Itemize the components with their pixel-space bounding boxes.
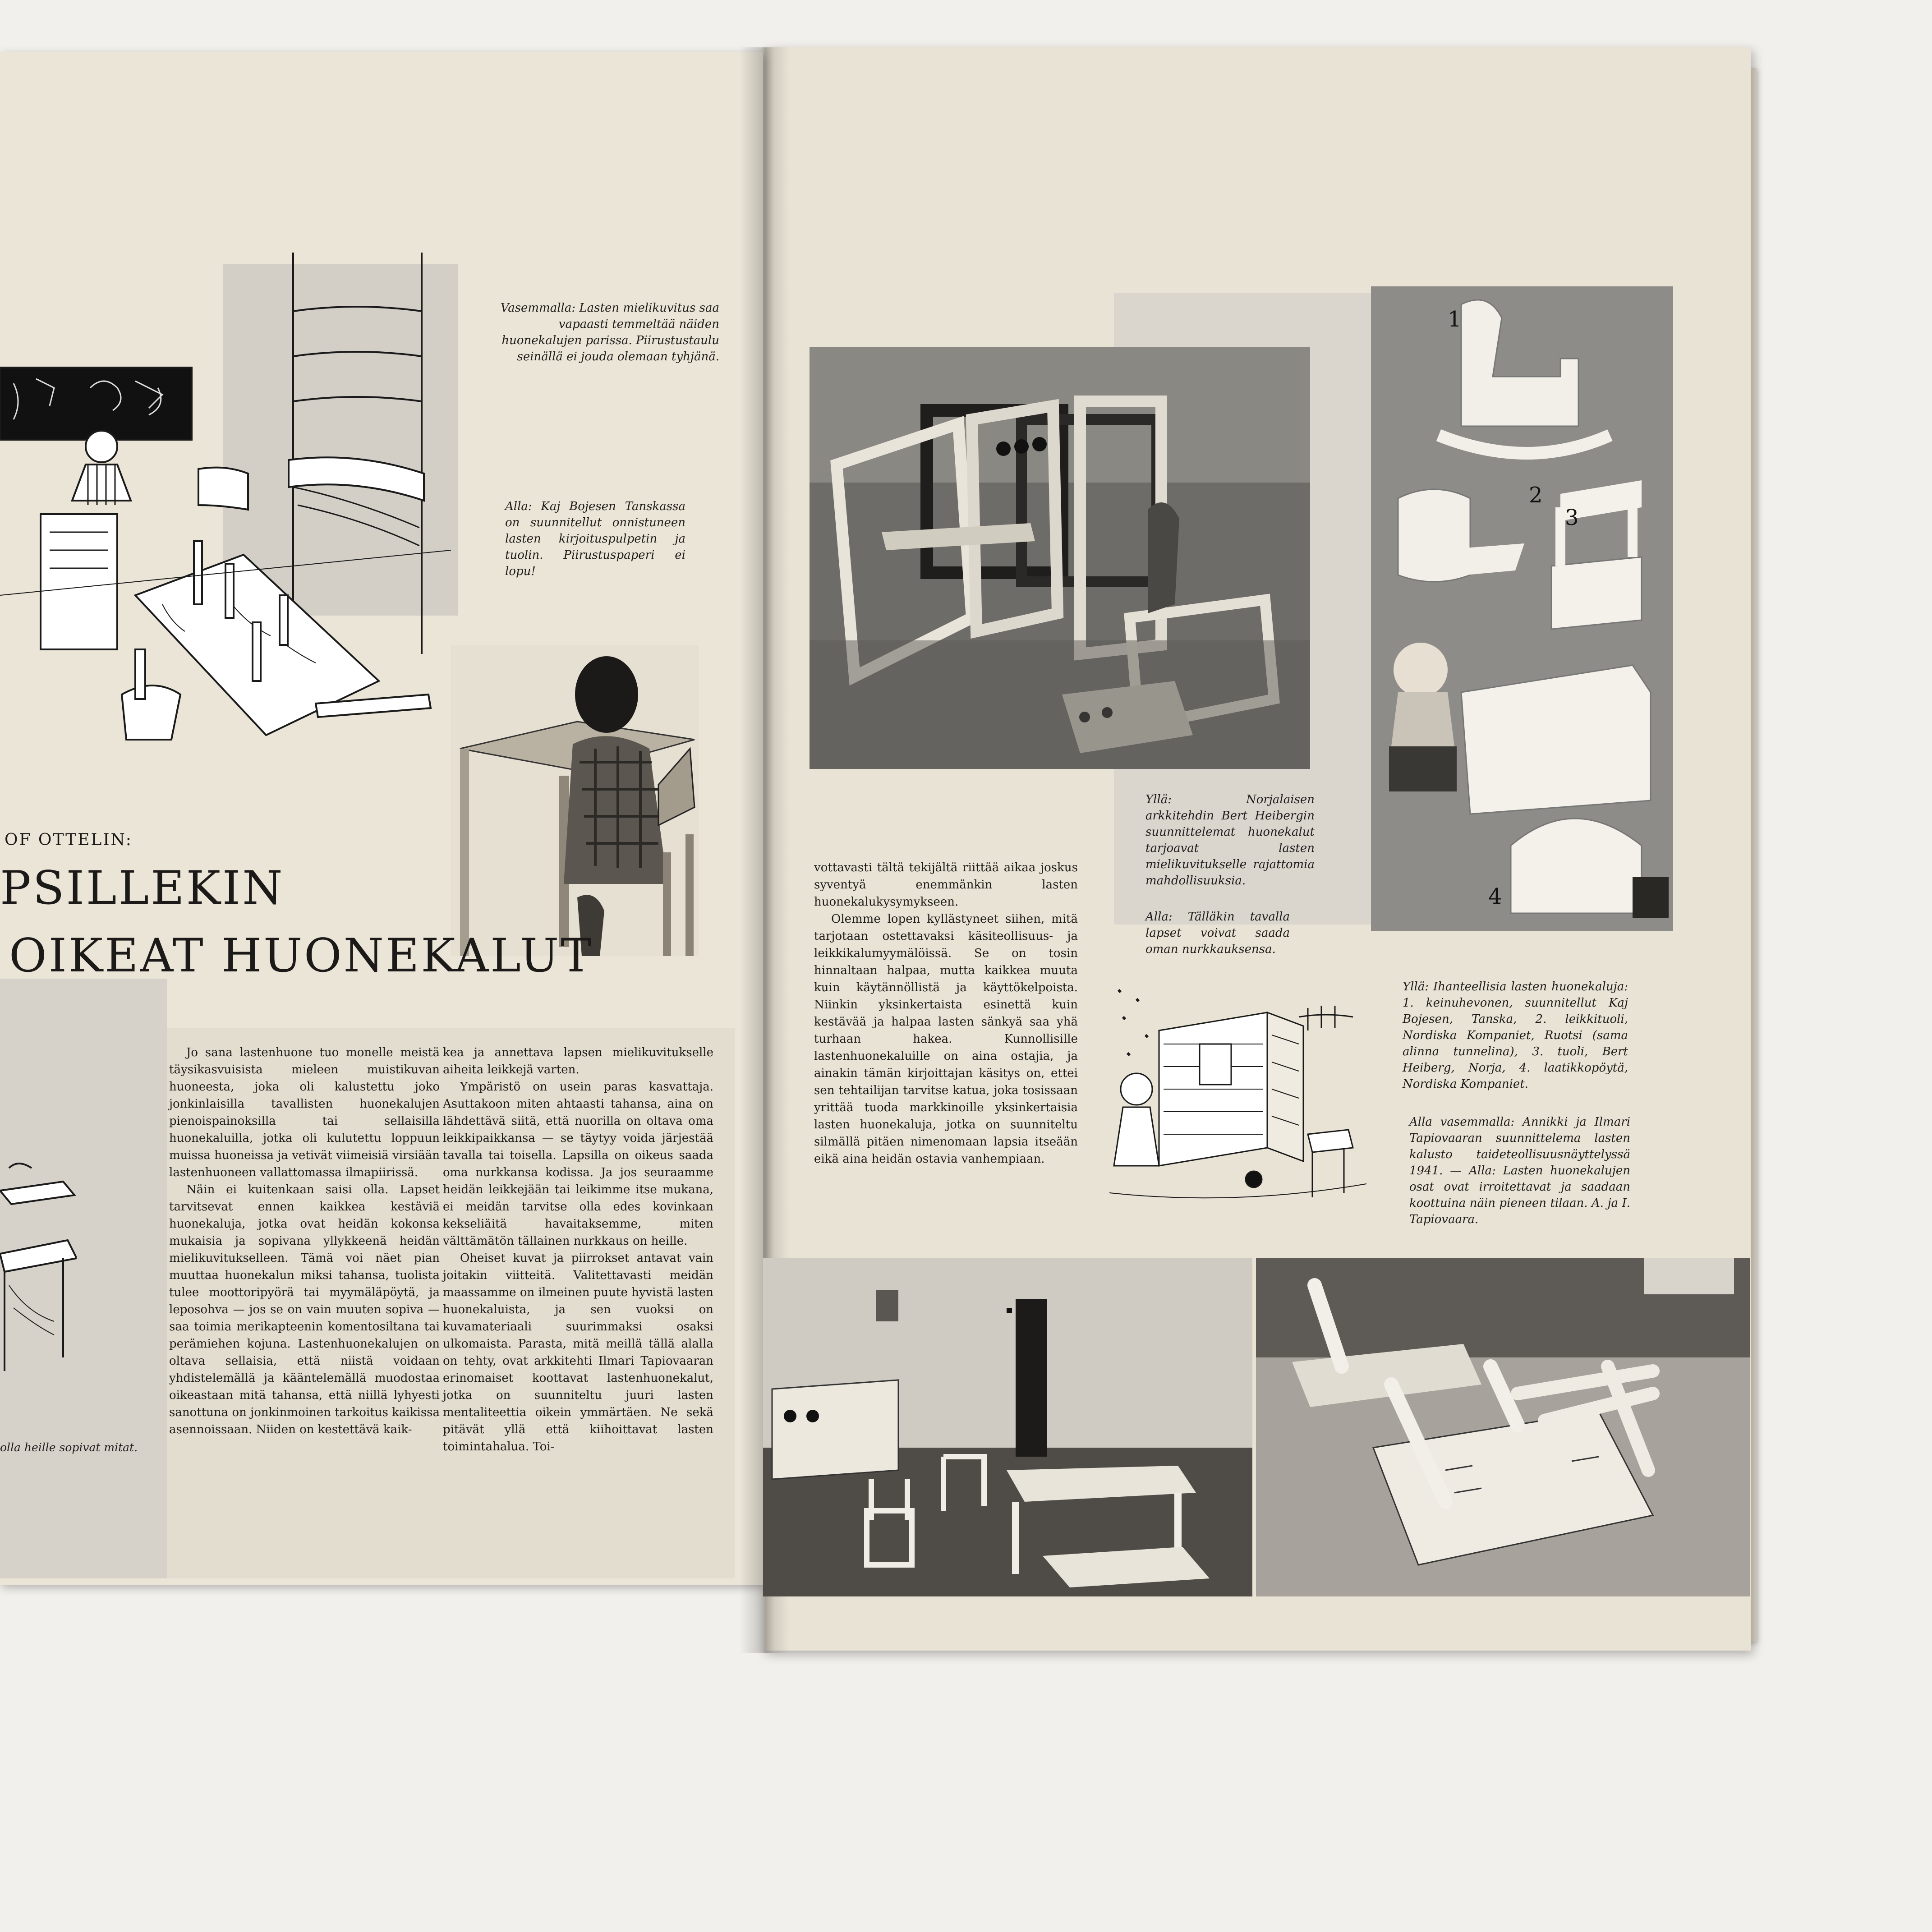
desk-line-drawing (0, 1150, 77, 1371)
caption-ideal-furniture: Yllä: Ihanteellisia lasten huonekaluja: 1. keinuhevonen, suunnitellut Kaj Bojesen, Tanska, 2. leikkituoli, Nordiska Kompaniet, Ruotsi (sama alinna tunnelina), 3. tuoli, Bert Heiberg, Norja, 4. laatikkopöytä, Nordiska Kompaniet. (1403, 980, 1628, 1091)
article-headline-line2: OIKEAT HUONEKALUT (9, 929, 593, 983)
article-column-2 (443, 1044, 713, 1455)
caption-imagination: Vasemmalla: Lasten mielikuvitus saa vapaasti temmeltää näiden huonekalujen parissa. Piirustustaulu seinällä ei jouda olemaan tyhjänä. (500, 301, 719, 363)
article-column-3 (814, 859, 1078, 1168)
ideal-furniture-collage (1371, 286, 1673, 931)
article-column-1 (169, 1044, 440, 1438)
playroom-line-drawing (0, 253, 451, 821)
child-at-desk-photo (451, 645, 699, 956)
paragraph: vottavasti tältä tekijältä riittää aikaa joskus syventyä enemmänkin lasten huonekalukysymykseen. (814, 861, 1078, 909)
figure-number-2: 2 (1529, 483, 1543, 508)
caption-tapiovaara: Alla vasemmalla: Annikki ja Ilmari Tapiovaaran suunnittelema lasten kalusto taideteollisuusnäyttelyssä 1941. — Alla: Lasten huonekalujen osat ovat irroitettavat ja saadaan koottuina näin pieneen tilaan. A. ja I. Tapiovaara. (1409, 1115, 1630, 1226)
paragraph: Olemme lopen kyllästyneet siihen, mitä tarjotaan ostettavaksi käsiteollisuus- ja leikkikalumyymälöissä. Se on tosin hinnaltaan halpaa, mutta kaikkea muuta kuin käytännöllistä ja käyttökelpoista. Niinkin yksinkertaista esinettä kuin kestävää ja halpaa lasten sänkyä saa yhä turhaan hakea. Kunnollisille lastenhuonekaluille on aina ostajia, ja ainakin tämän kirjoittajan käsitys on, ettei sen tehtailijan tarvitse katua, joka tosissaan yrittää tuoda markkinoille yksinkertaisia lasten huonekaluja, jotka on suunniteltu silmällä pitäen nimenomaan lapsia itseään eikä aina heidän ostavia vanhempiaan. (814, 912, 1078, 1166)
corner-nook-drawing (1109, 981, 1366, 1220)
heiberg-furniture-photo (810, 347, 1310, 769)
article-headline-line1: PSILLEKIN (0, 861, 285, 915)
figure-number-4: 4 (1488, 884, 1502, 909)
caption-corner-nook: Alla: Tälläkin tavalla lapset voivat saada oman nurkkauksensa. (1145, 910, 1290, 956)
figure-number-3: 3 (1565, 505, 1579, 530)
disassembled-parts-photo (1256, 1258, 1750, 1596)
paragraph: kea ja annettava lapsen mielikuvitukselle aiheita leikkejä varten. (443, 1046, 713, 1076)
caption-heiberg: Yllä: Norjalaisen arkkitehdin Bert Heibergin suunnittelemat huonekalut tarjoavat lasten mielikuvitukselle rajattomia mahdollisuuksia. (1145, 793, 1315, 888)
tapiovaara-exhibition-photo (763, 1258, 1252, 1596)
caption-measurements: olla heille sopivat mitat. (0, 1441, 138, 1454)
paragraph: Jo sana lastenhuone tuo monelle meistä täysikasvuisista mieleen muistikuvan huoneesta, joka oli kalustettu joko jonkinlaisilla tavallisten huonekalujen pienoispainoksilla tai sellaisilla huonekaluilla, jotka oli kulutettu loppuun muissa huoneissa ja vetivät viimeisiä virsiään lastenhuoneen vallattomassa ilmapiirissä. (169, 1046, 440, 1179)
paragraph: Ympäristö on usein paras kasvattaja. Asuttakoon miten ahtaasti tahansa, aina on lähdettävä siitä, että nuorilla on oltava oma leikkipaikkansa — se täytyy voida järjestää tavalla tai toisella. Lapsilla on oikeus saada oma nurkkansa kodissa. Ja jos seuraamme heidän leikkejään tai leikimme itse mukana, ei meidän tarvitse olla edes kovinkaan kekseliäitä havaitaksemme, miten välttämätön tällainen nurkkaus on heille. (443, 1080, 713, 1248)
figure-number-1: 1 (1448, 307, 1462, 332)
paragraph: Näin ei kuitenkaan saisi olla. Lapset tarvitsevat ennen kaikkea kestäviä huonekaluja, jotka ovat heidän kokonsa mukaisia ja sopivana yllykkeenä heidän mielikuvitukselleen. Tämä voi näet pian muuttaa huonekalun miksi tahansa, tuolista tulee moottoripyörä tai myymäläpöytä, ja leposohva — jos se on vain muuten sopiva — saa toimia merikapteenin komentosiltana tai perämiehen kojuna. Lastenhuonekalujen on oltava sellaisia, että niistä voidaan yhdistelemällä ja kääntelemällä muodostaa oikeastaan mitä tahansa, että niillä lyhyesti sanottuna on jonkinmoinen tarkoitus kaikissa asennoissaan. Niiden on kestettävä kaik- (169, 1183, 440, 1436)
caption-bojesen-desk: Alla: Kaj Bojesen Tanskassa on suunnitellut onnistuneen lasten kirjoituspulpetin ja tuolin. Piirustuspaperi ei lopu! (505, 500, 685, 578)
article-byline: OF OTTELIN: (5, 831, 133, 849)
paragraph: Oheiset kuvat ja piirrokset antavat vain joitakin viitteitä. Valitettavasti meidän maassamme on ilmeinen puute hyvistä lasten huonekaluista, ja sen vuoksi on kuvamateriaali suurimmaksi osaksi ulkomaista. Parasta, mitä meillä tällä alalla on tehty, ovat arkkitehti Ilmari Tapiovaaran erinomaiset koottavat lastenhuonekalut, jotka on suunniteltu juuri lasten mentaliteettia oikein ymmärtäen. Ne sekä pitävät yllä että kiihoittavat lasten toimintahalua. Toi- (443, 1251, 713, 1454)
